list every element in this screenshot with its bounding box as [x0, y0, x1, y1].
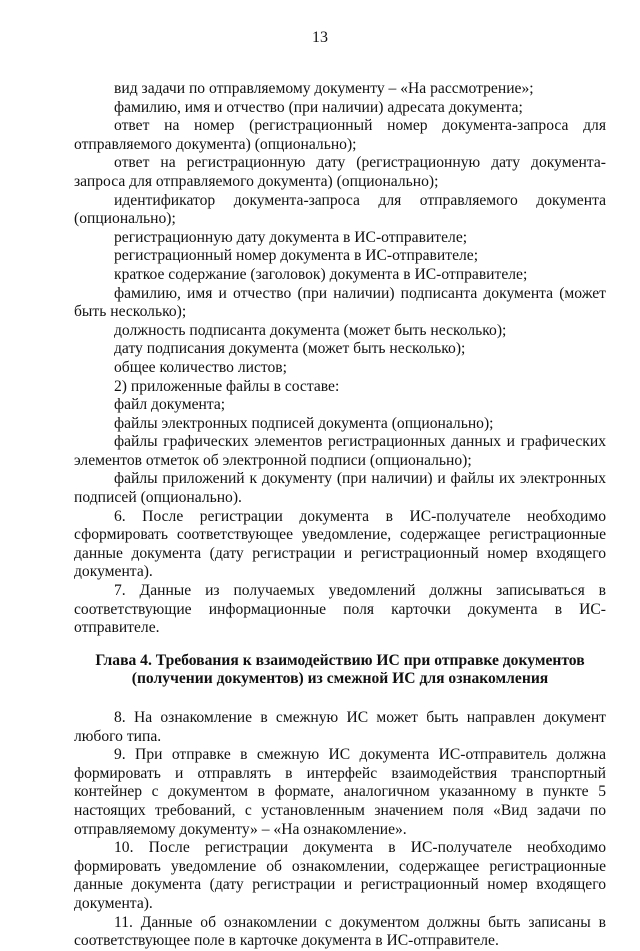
paragraph: ответ на регистрационную дату (регистрационную дату документа-запроса для отправляемого документа) (опционально); — [74, 154, 606, 190]
paragraph: файлы электронных подписей документа (опционально); — [114, 414, 494, 432]
clause-8: 8. На ознакомление в смежную ИС может быть направлен документ любого типа. — [74, 709, 606, 745]
chapter-4-clauses — [74, 709, 606, 951]
paragraph: 2) приложенные файлы в составе: — [114, 377, 340, 395]
paragraph: идентификатор документа-запроса для отправляемого документа (опционально); — [74, 191, 606, 228]
paragraph: регистрационный номер документа в ИС-отправителе; — [114, 247, 479, 265]
paragraph: общее количество листов; — [114, 358, 287, 376]
clause-10: 10. После регистрации документа в ИС-получателе необходимо формировать уведомление об ознакомлении, содержащее регистрационные данные документа (дату регистрации и регистрационный номер входящего документа). — [74, 839, 606, 912]
paragraph: дату подписания документа (может быть несколько); — [114, 340, 466, 358]
paragraph: файлы графических элементов регистрационных данных и графических элементов отметок об электронной подписи (опционально); — [74, 433, 606, 469]
clause-6: 6. После регистрации документа в ИС-получателе необходимо сформировать соответствующее уведомление, содержащее регистрационные данные документа (дату регистрации и регистрационный номер входящего документа). — [74, 507, 606, 581]
paragraph: должность подписанта документа (может быть несколько); — [114, 321, 507, 339]
clause-9: 9. При отправке в смежную ИС документа ИС-отправитель должна формировать и отправлять в интерфейс взаимодействия транспортный контейнер с документом в формате, аналогичном указанному в пункте 5 настоящих требований, с установленным значением поля «Вид задачи по отправляемому документу» – «На ознакомление». — [74, 746, 606, 838]
clause-11: 11. Данные об ознакомлении с документом должны быть записаны в соответствующее поле в карточке документа в ИС-отправителе. — [74, 913, 606, 950]
clause-7: 7. Данные из получаемых уведомлений должны записываться в соответствующие информационные поля карточки документа в ИС-отправителе. — [74, 582, 606, 637]
document-body — [74, 80, 606, 951]
page-number: 13 — [312, 29, 328, 46]
paragraph: краткое содержание (заголовок) документа в ИС-отправителе; — [114, 265, 528, 283]
paragraph: ответ на номер (регистрационный номер документа-запроса для отправляемого документа) (опционально); — [74, 117, 606, 153]
chapter-heading — [74, 652, 606, 689]
paragraph: файлы приложений к документу (при наличии) и файлы их электронных подписей (опционально). — [74, 470, 606, 507]
requirements-list — [74, 80, 606, 638]
paragraph: регистрационную дату документа в ИС-отправителе; — [114, 228, 468, 246]
chapter-heading-line: (получении документов) из смежной ИС для ознакомления — [131, 670, 549, 688]
paragraph: фамилию, имя и отчество (при наличии) адресата документа; — [114, 98, 523, 116]
paragraph: вид задачи по отправляемому документу – «На рассмотрение»; — [114, 80, 534, 97]
paragraph: файл документа; — [114, 396, 226, 414]
paragraph: фамилию, имя и отчество (при наличии) подписанта документа (может быть несколько); — [74, 284, 606, 321]
chapter-heading-line: Глава 4. Требования к взаимодействию ИС при отправке документов — [95, 651, 585, 669]
